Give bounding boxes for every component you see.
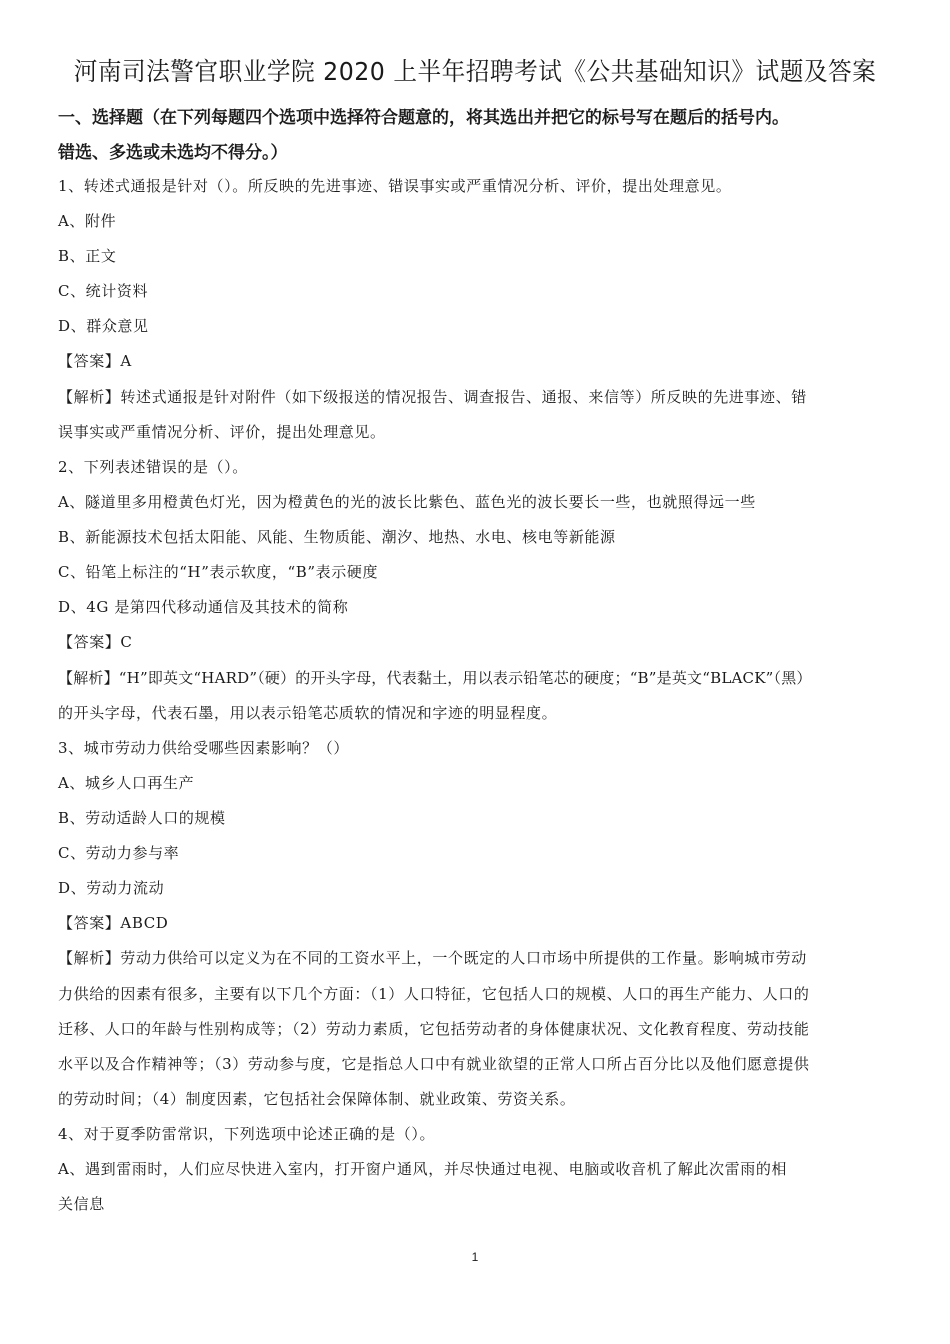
question-1-option-b: B、正文 (58, 247, 117, 265)
question-2-analysis-line-2: 的开头字母，代表石墨，用以表示铅笔芯质软的情况和字迹的明显程度。 (58, 704, 558, 722)
question-4-stem: 4、对于夏季防雷常识，下列选项中论述正确的是（）。 (58, 1125, 436, 1143)
question-2-option-c: C、铅笔上标注的“H”表示软度，“B”表示硬度 (58, 563, 379, 581)
question-1-stem: 1、转述式通报是针对（）。所反映的先进事迹、错误事实或严重情况分析、评价，提出处理意见。 (58, 177, 732, 195)
question-1-option-d: D、群众意见 (58, 317, 149, 335)
page-number: 1 (471, 1250, 479, 1264)
question-1-option-a: A、附件 (58, 212, 117, 230)
question-3-option-d: D、劳动力流动 (58, 879, 165, 897)
question-3-analysis-line-3: 迁移、人口的年龄与性别构成等；（2）劳动力素质，它包括劳动者的身体健康状况、文化教育程度、劳动技能 (58, 1020, 810, 1038)
question-3-answer: 【答案】ABCD (58, 914, 169, 932)
question-2-option-d: D、4G 是第四代移动通信及其技术的简称 (58, 598, 349, 616)
question-3-option-b: B、劳动适龄人口的规模 (58, 809, 226, 827)
section-heading-line-1: 一、选择题（在下列每题四个选项中选择符合题意的，将其选出并把它的标号写在题后的括号内。 (58, 108, 789, 128)
question-3-analysis-line-4: 水平以及合作精神等；（3）劳动参与度，它是指总人口中有就业欲望的正常人口所占百分比以及他们愿意提供 (58, 1055, 810, 1073)
question-2-stem: 2、下列表述错误的是（）。 (58, 458, 248, 476)
question-2-answer: 【答案】C (58, 633, 133, 651)
question-1-answer: 【答案】A (58, 352, 132, 370)
section-heading-line-2: 错选、多选或未选均不得分。） (58, 143, 288, 163)
question-2-option-a: A、隧道里多用橙黄色灯光，因为橙黄色的光的波长比紫色、蓝色光的波长要长一些，也就照得远一些 (58, 493, 756, 511)
question-2-option-b: B、新能源技术包括太阳能、风能、生物质能、潮汐、地热、水电、核电等新能源 (58, 528, 616, 546)
question-4-option-a-line-2: 关信息 (58, 1195, 105, 1213)
question-3-analysis-line-1: 【解析】劳动力供给可以定义为在不同的工资水平上，一个既定的人口市场中所提供的工作量。影响城市劳动 (58, 949, 807, 967)
question-1-analysis-line-1: 【解析】转述式通报是针对附件（如下级报送的情况报告、调查报告、通报、来信等）所反映的先进事迹、错 (58, 388, 807, 406)
question-1-option-c: C、统计资料 (58, 282, 149, 300)
question-3-analysis-line-5: 的劳动时间；（4）制度因素，它包括社会保障体制、就业政策、劳资关系。 (58, 1090, 576, 1108)
question-2-analysis-line-1: 【解析】“H”即英文“HARD”（硬）的开头字母，代表黏土，用以表示铅笔芯的硬度；“B”是英文“BLACK”（黑） (58, 669, 812, 687)
question-3-analysis-line-2: 力供给的因素有很多，主要有以下几个方面：（1）人口特征，它包括人口的规模、人口的再生产能力、人口的 (58, 985, 810, 1003)
question-3-stem: 3、城市劳动力供给受哪些因素影响？（） (58, 739, 349, 757)
question-4-option-a-line-1: A、遇到雷雨时，人们应尽快进入室内，打开窗户通风，并尽快通过电视、电脑或收音机了解此次雷雨的相 (58, 1160, 788, 1178)
question-1-analysis-line-2: 误事实或严重情况分析、评价，提出处理意见。 (58, 423, 386, 441)
document-title: 河南司法警官职业学院 2020 上半年招聘考试《公共基础知识》试题及答案 (73, 57, 877, 86)
question-3-option-c: C、劳动力参与率 (58, 844, 180, 862)
question-3-option-a: A、城乡人口再生产 (58, 774, 195, 792)
